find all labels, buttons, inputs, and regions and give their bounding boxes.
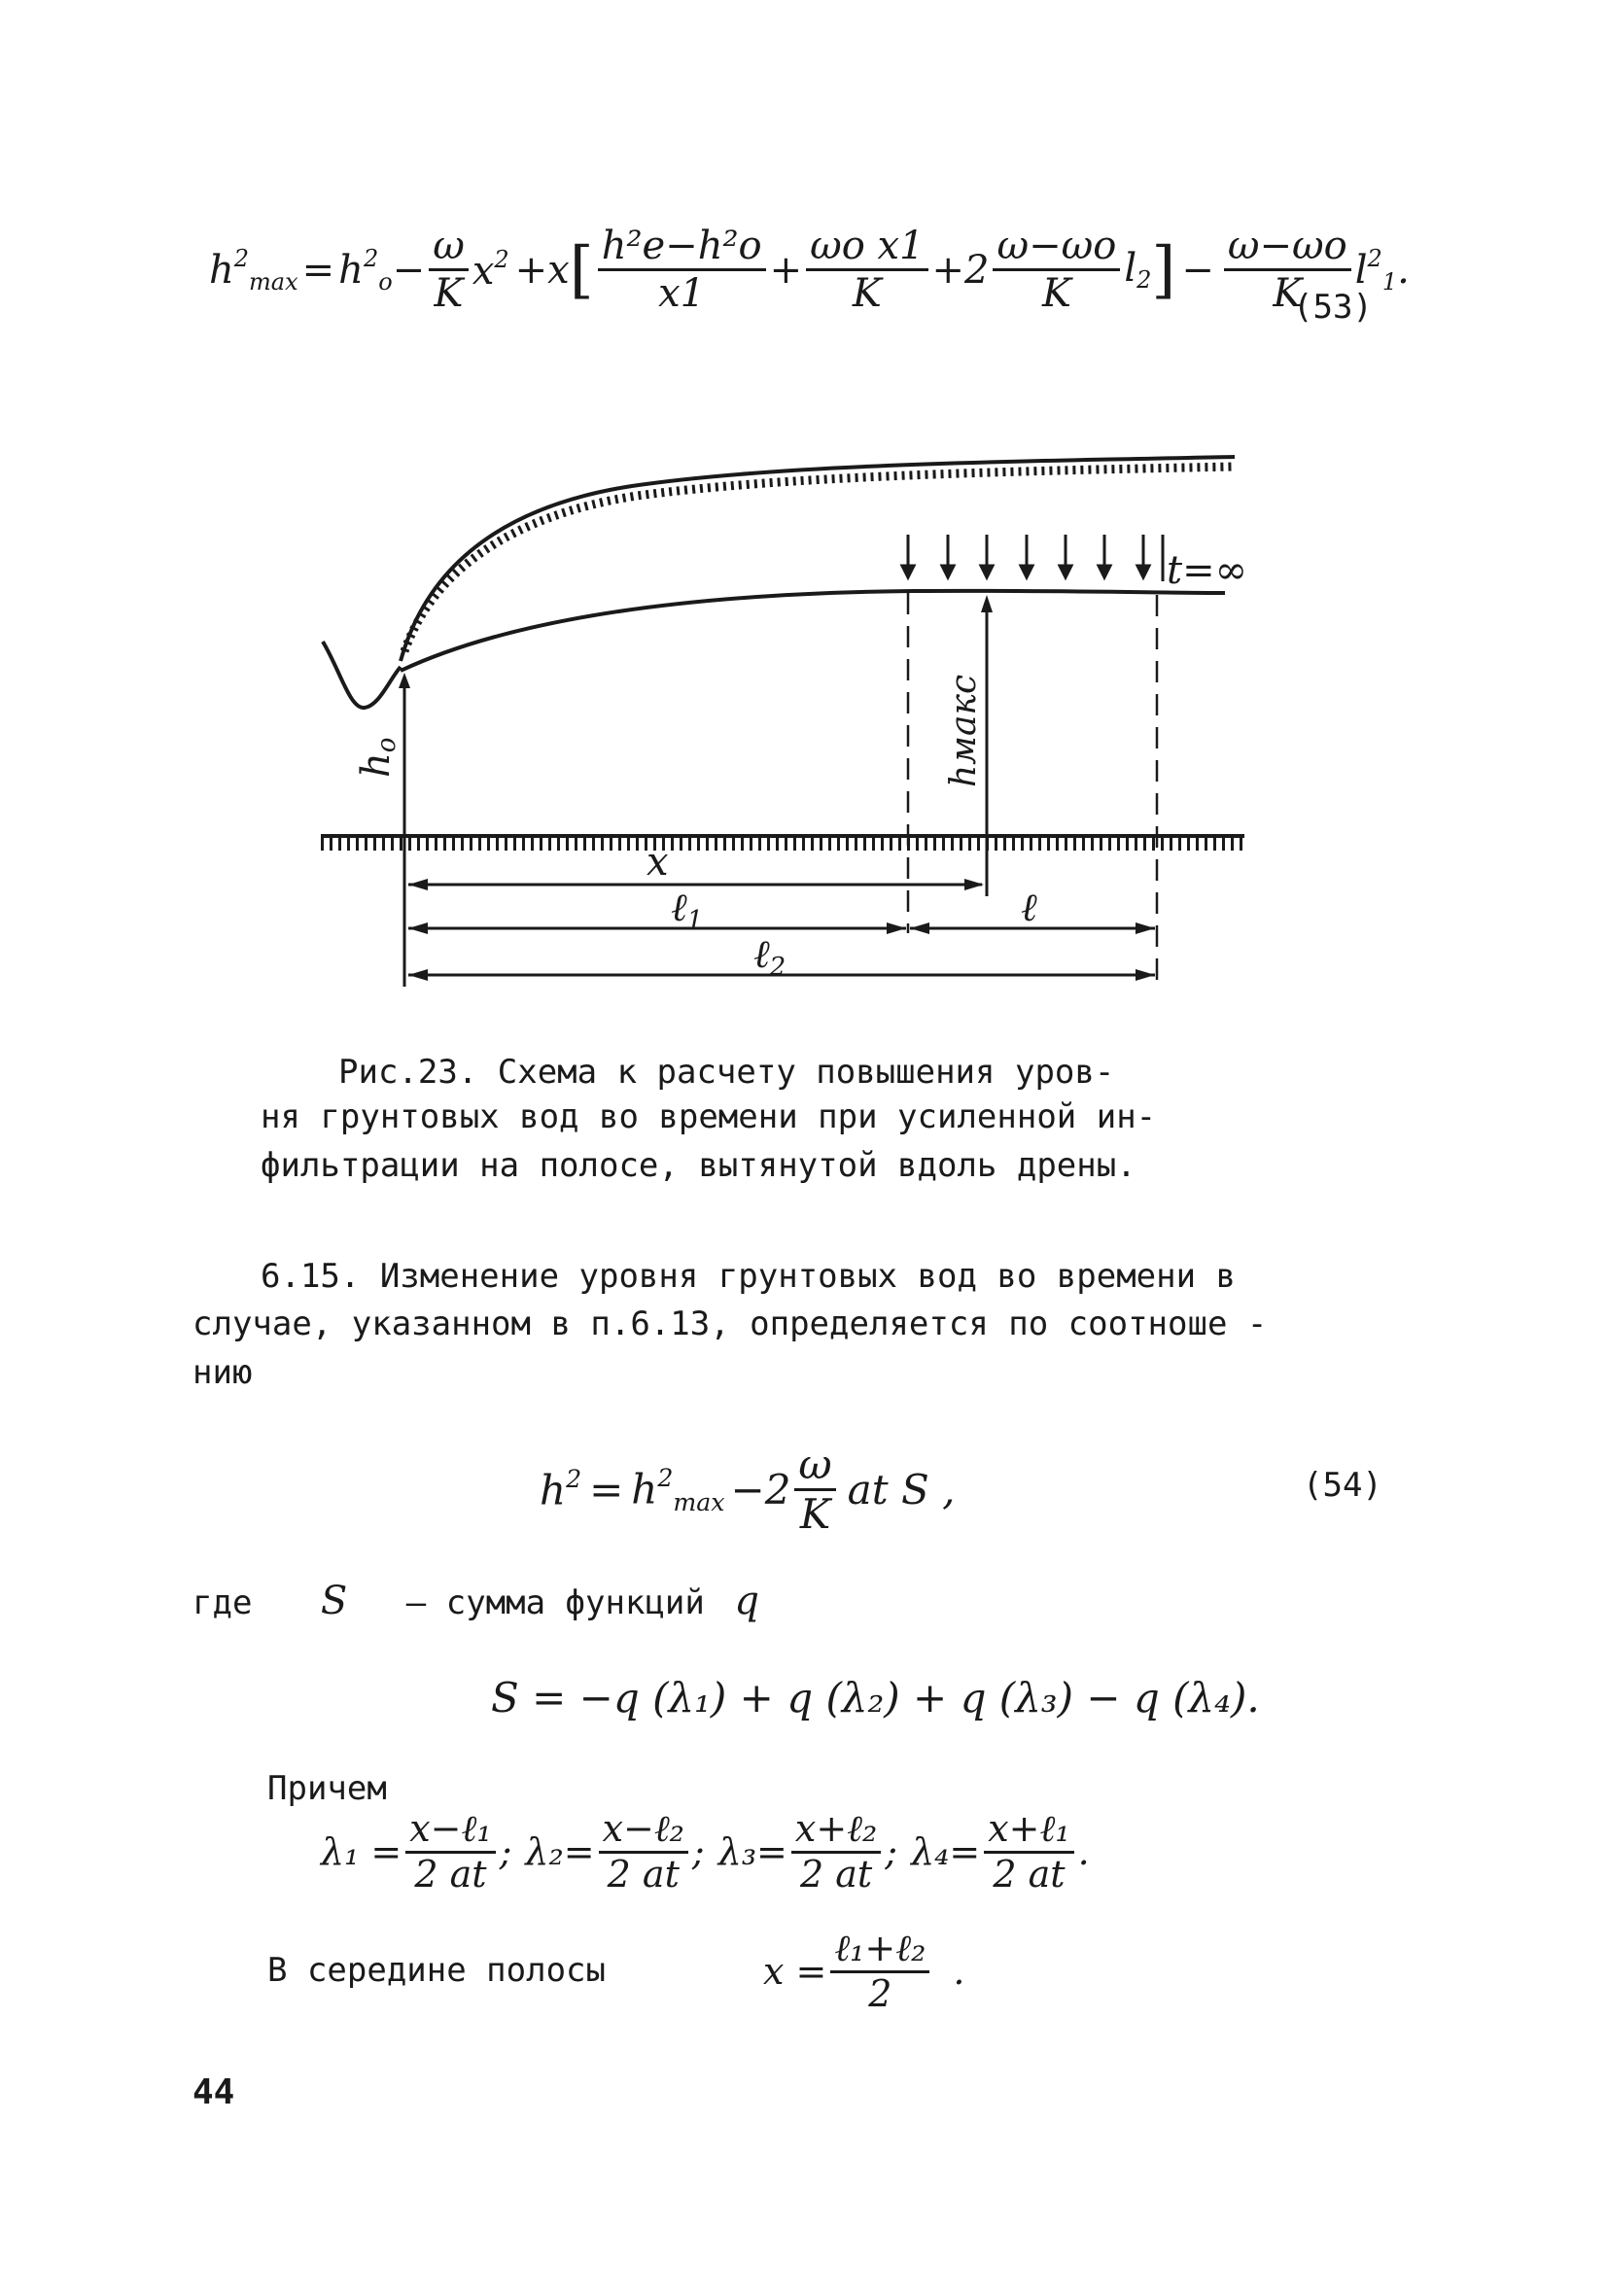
figure-caption: Рис.23. Схема к расчету повышения уров- xyxy=(338,1053,1115,1092)
drain-channel xyxy=(323,642,401,708)
infiltration-arrows xyxy=(902,535,1163,581)
label-l1: ℓ$_1$ xyxy=(671,886,704,935)
equation-53: $h^2_{max}$ = $h^2_o$ − $\frac{\omega}{K}$ $x^2$ +x [ $\frac{\text{h²e−h²o}}{x1}$ + $\frac{\text{ωo x1}}{K}$ +2 $\frac{\omega-\omega o}{K}$ $l_2$ ] − $\frac{\omega-\omega o}{K}$ $l^2_1$ . xyxy=(209,224,1410,316)
equation-54-number: (54) xyxy=(1303,1466,1382,1505)
eq53-lhs: $h^2_{max}$ xyxy=(209,244,298,296)
document-page: $h^2_{max}$ = $h^2_o$ − $\frac{\omega}{K}$ $x^2$ +x [ $\frac{\text{h²e−h²o}}{x1}$ + $\frac{\text{ωo x1}}{K}$ +2 $\frac{\omega-\omega o}{K}$ $l_2$ ] − $\frac{\omega-\omega o}{K}$ $l^2_1$ . (53) t=∞ x ℓ$_1$ ℓ ℓ$_2$ ho hмакс Рис.23. Схема к расчету повышения уров- ня грунтовых вод во времени при усиленной ин- фильтрации на полосе, вытянутой вдоль дрены. 6.15. Изменение уровня грунтовых вод во времени в случае, указанном в п.6.13, определяется по соотноше - нию $h^2$ = $h^2_{max}$ −2 $\frac{\omega}{K}$ at S , (54) где S – сумма функций q S = −q (λ₁) + q (λ₂) + q (λ₃) − q (λ₄). Причем λ₁ = $\frac{\text{x−ℓ₁}}{2 at}$ ; λ₂= $\frac{\text{x−ℓ₂}}{2 at}$ ; λ₃= $\frac{\text{x+ℓ₂}}{2 at}$ ; λ₄= $\frac{\text{x+ℓ₁}}{2 at}$ . В середине полосы x = $\frac{\text{ℓ₁+ℓ₂}}{2}$ . 44 xyxy=(192,224,1410,2112)
where-line: где S – сумма функций q xyxy=(192,1579,759,1623)
eq53-frac-omega0-x1: $\frac{\text{ωo x1}}{K}$ xyxy=(806,226,927,314)
figure-23-diagram xyxy=(311,447,1264,991)
sum-equation: S = −q (λ₁) + q (λ₂) + q (λ₃) − q (λ₄). xyxy=(491,1674,1260,1722)
label-x: x xyxy=(647,840,669,885)
equation-53-number: (53) xyxy=(1293,288,1373,327)
eq53-frac-omega-k: $\frac{\omega}{K}$ xyxy=(429,226,469,314)
label-t-infinity: t=∞ xyxy=(1167,548,1247,593)
label-l2: ℓ$_2$ xyxy=(753,932,787,982)
eq53-frac-omega-diff-2: $\frac{\omega-\omega o}{K}$ xyxy=(1224,226,1351,314)
paragraph-6-15: 6.15. Изменение уровня грунтовых вод во времени в xyxy=(261,1257,1237,1296)
page-number: 44 xyxy=(192,2072,235,2112)
water-table-curve xyxy=(401,591,1225,671)
eq54-frac-omega-k: $\frac{\omega}{K}$ xyxy=(794,1444,835,1536)
middle-of-strip-text: В середине полосы xyxy=(267,1951,606,1990)
label-ho: ho xyxy=(354,737,402,778)
lambda-definitions: λ₁ = $\frac{\text{x−ℓ₁}}{2 at}$ ; λ₂= $\frac{\text{x−ℓ₂}}{2 at}$ ; λ₃= $\frac{\text{x+ℓ₂}}{2 at}$ ; λ₄= $\frac{\text{x+ℓ₁}}{2 at}$ . xyxy=(321,1807,1090,1896)
middle-x-equation: x = $\frac{\text{ℓ₁+ℓ₂}}{2}$ . xyxy=(763,1927,965,2015)
eq53-frac-omega-diff: $\frac{\omega-\omega o}{K}$ xyxy=(993,226,1120,314)
eq53-term-ho: $h^2_o$ xyxy=(338,244,393,296)
eq53-frac-h-diff: $\frac{\text{h²e−h²o}}{x1}$ xyxy=(598,226,766,314)
label-hmax: hмакс xyxy=(944,674,984,787)
moreover-word: Причем xyxy=(267,1769,387,1808)
equation-54: $h^2$ = $h^2_{max}$ −2 $\frac{\omega}{K}$ at S , xyxy=(540,1441,956,1539)
ground-hatching xyxy=(404,467,1235,651)
label-l: ℓ xyxy=(1021,886,1037,930)
